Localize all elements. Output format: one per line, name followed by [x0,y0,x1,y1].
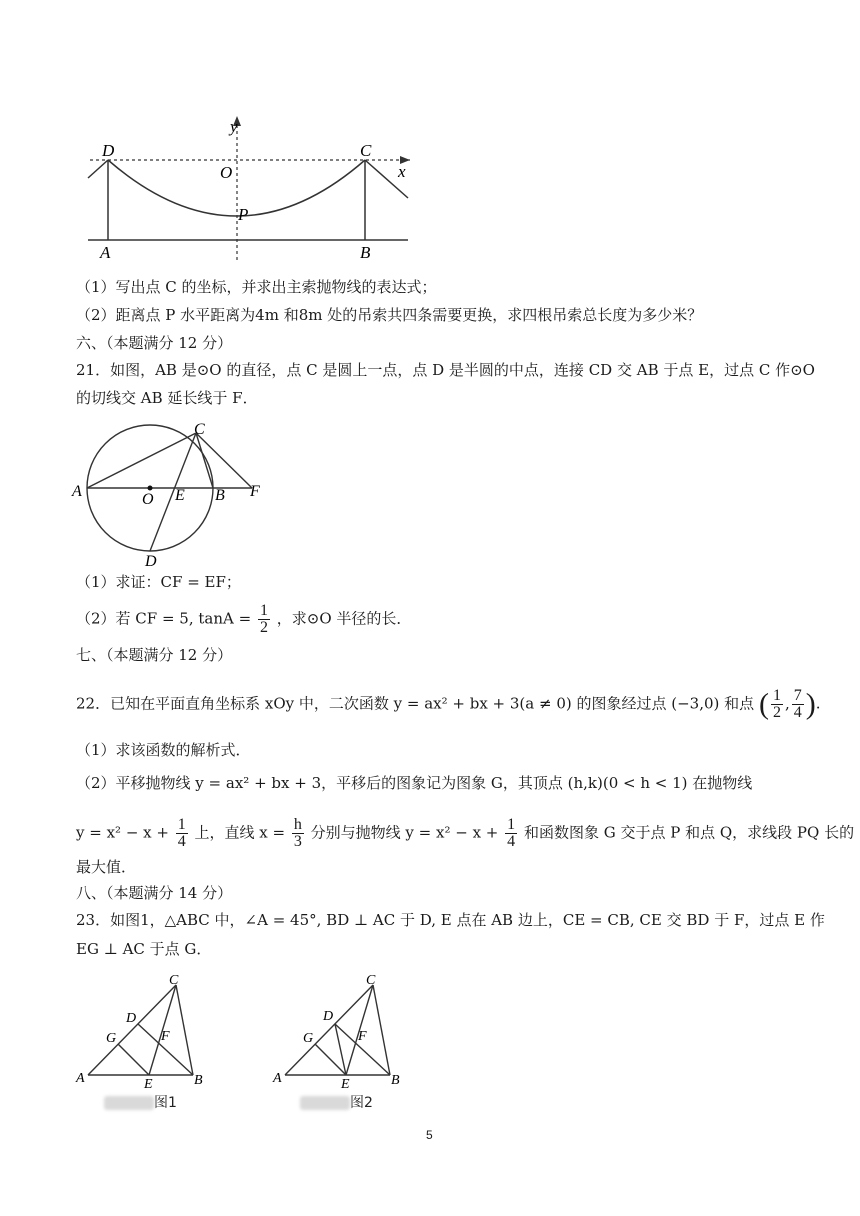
label-D: D [126,1011,137,1026]
label-P: P [238,205,249,224]
label-O: O [220,163,233,182]
label-G: G [303,1031,314,1046]
label-O: O [142,491,154,508]
label-G: G [106,1031,117,1046]
q20-part1: （1）写出点 C 的坐标，并求出主索抛物线的表达式； [76,278,437,296]
label-D: D [323,1009,334,1024]
q22-part2-line2: y = x² − x + $\frac{1}{4}$ 上，直线 x = $\frac{h}{3}$ 分别与抛物线 y = x² − x + $\frac{1}{4}$ 和函数图象 G 交于点 P 和点 Q，求线段 PQ 长的 [76,816,855,850]
label-E: E [175,487,185,504]
label-B: B [360,243,371,262]
label-A: A [100,243,111,262]
figure-triangle-1 [68,970,218,1088]
figure-bridge-parabola [80,112,420,262]
page-number: 5 [426,1128,433,1142]
blurred-label [300,1096,350,1110]
figure-circle-tangent [70,420,270,570]
q22-part1: （1）求该函数的解析式． [76,741,251,759]
q23-line2: EG ⊥ AC 于点 G． [76,940,212,958]
label-A: A [273,1071,282,1086]
label-B: B [194,1073,203,1088]
section-8-heading: 八、（本题满分 14 分） [76,884,233,902]
label-B: B [215,487,225,504]
section-6-heading: 六、（本题满分 12 分） [76,334,233,352]
label-E: E [144,1077,153,1088]
figure-triangle-2 [265,970,415,1088]
label-C: C [194,421,205,438]
label-C: C [360,141,372,160]
label-C: C [366,973,376,988]
figure-2-caption: 图2 [300,1092,373,1112]
q21-part1: （1）求证：CF = EF； [76,573,241,591]
label-F: F [250,483,260,500]
q22-part2-line1: （2）平移抛物线 y = ax² + bx + 3，平移后的图象记为图象 G，其顶点 (h,k)(0 < h < 1) 在抛物线 [76,774,753,792]
label-E: E [341,1077,350,1088]
label-F: F [358,1029,367,1044]
blurred-label [104,1096,154,1110]
label-A: A [72,483,82,500]
q21-line1: 21．如图，AB 是⊙O 的直径，点 C 是圆上一点，点 D 是半圆的中点，连接 CD 交 AB 于点 E，过点 C 作⊙O [76,361,815,379]
q21-part2: （2）若 CF = 5, tanA = $\frac{1}{2}$ ，求⊙O 半径的长． [76,602,412,636]
label-B: B [391,1073,400,1088]
label-y: y [230,117,238,136]
section-7-heading: 七、（本题满分 12 分） [76,646,233,664]
label-D: D [145,553,157,570]
label-D: D [102,141,115,160]
q20-part2: （2）距离点 P 水平距离为4m 和8m 处的吊索共四条需要更换，求四根吊索总长度为多少米？ [76,306,703,324]
label-A: A [76,1071,85,1086]
q22-line1: 22．已知在平面直角坐标系 xOy 中，二次函数 y = ax² + bx + 3(a ≠ 0) 的图象经过点 (−3,0) 和点 ( $\frac{1}{2}$ , $\frac{7}{4}$ ). [76,687,821,721]
label-F: F [161,1029,170,1044]
q23-line1: 23．如图1，△ABC 中，∠A = 45°, BD ⊥ AC 于 D, E 点在 AB 边上，CE = CB, CE 交 BD 于 F，过点 E 作 [76,911,825,929]
q21-line2: 的切线交 AB 延长线于 F． [76,389,258,407]
label-C: C [169,973,179,988]
figure-1-caption: 图1 [104,1092,177,1112]
q22-part2-line3: 最大值． [76,858,137,876]
label-x: x [398,162,406,181]
